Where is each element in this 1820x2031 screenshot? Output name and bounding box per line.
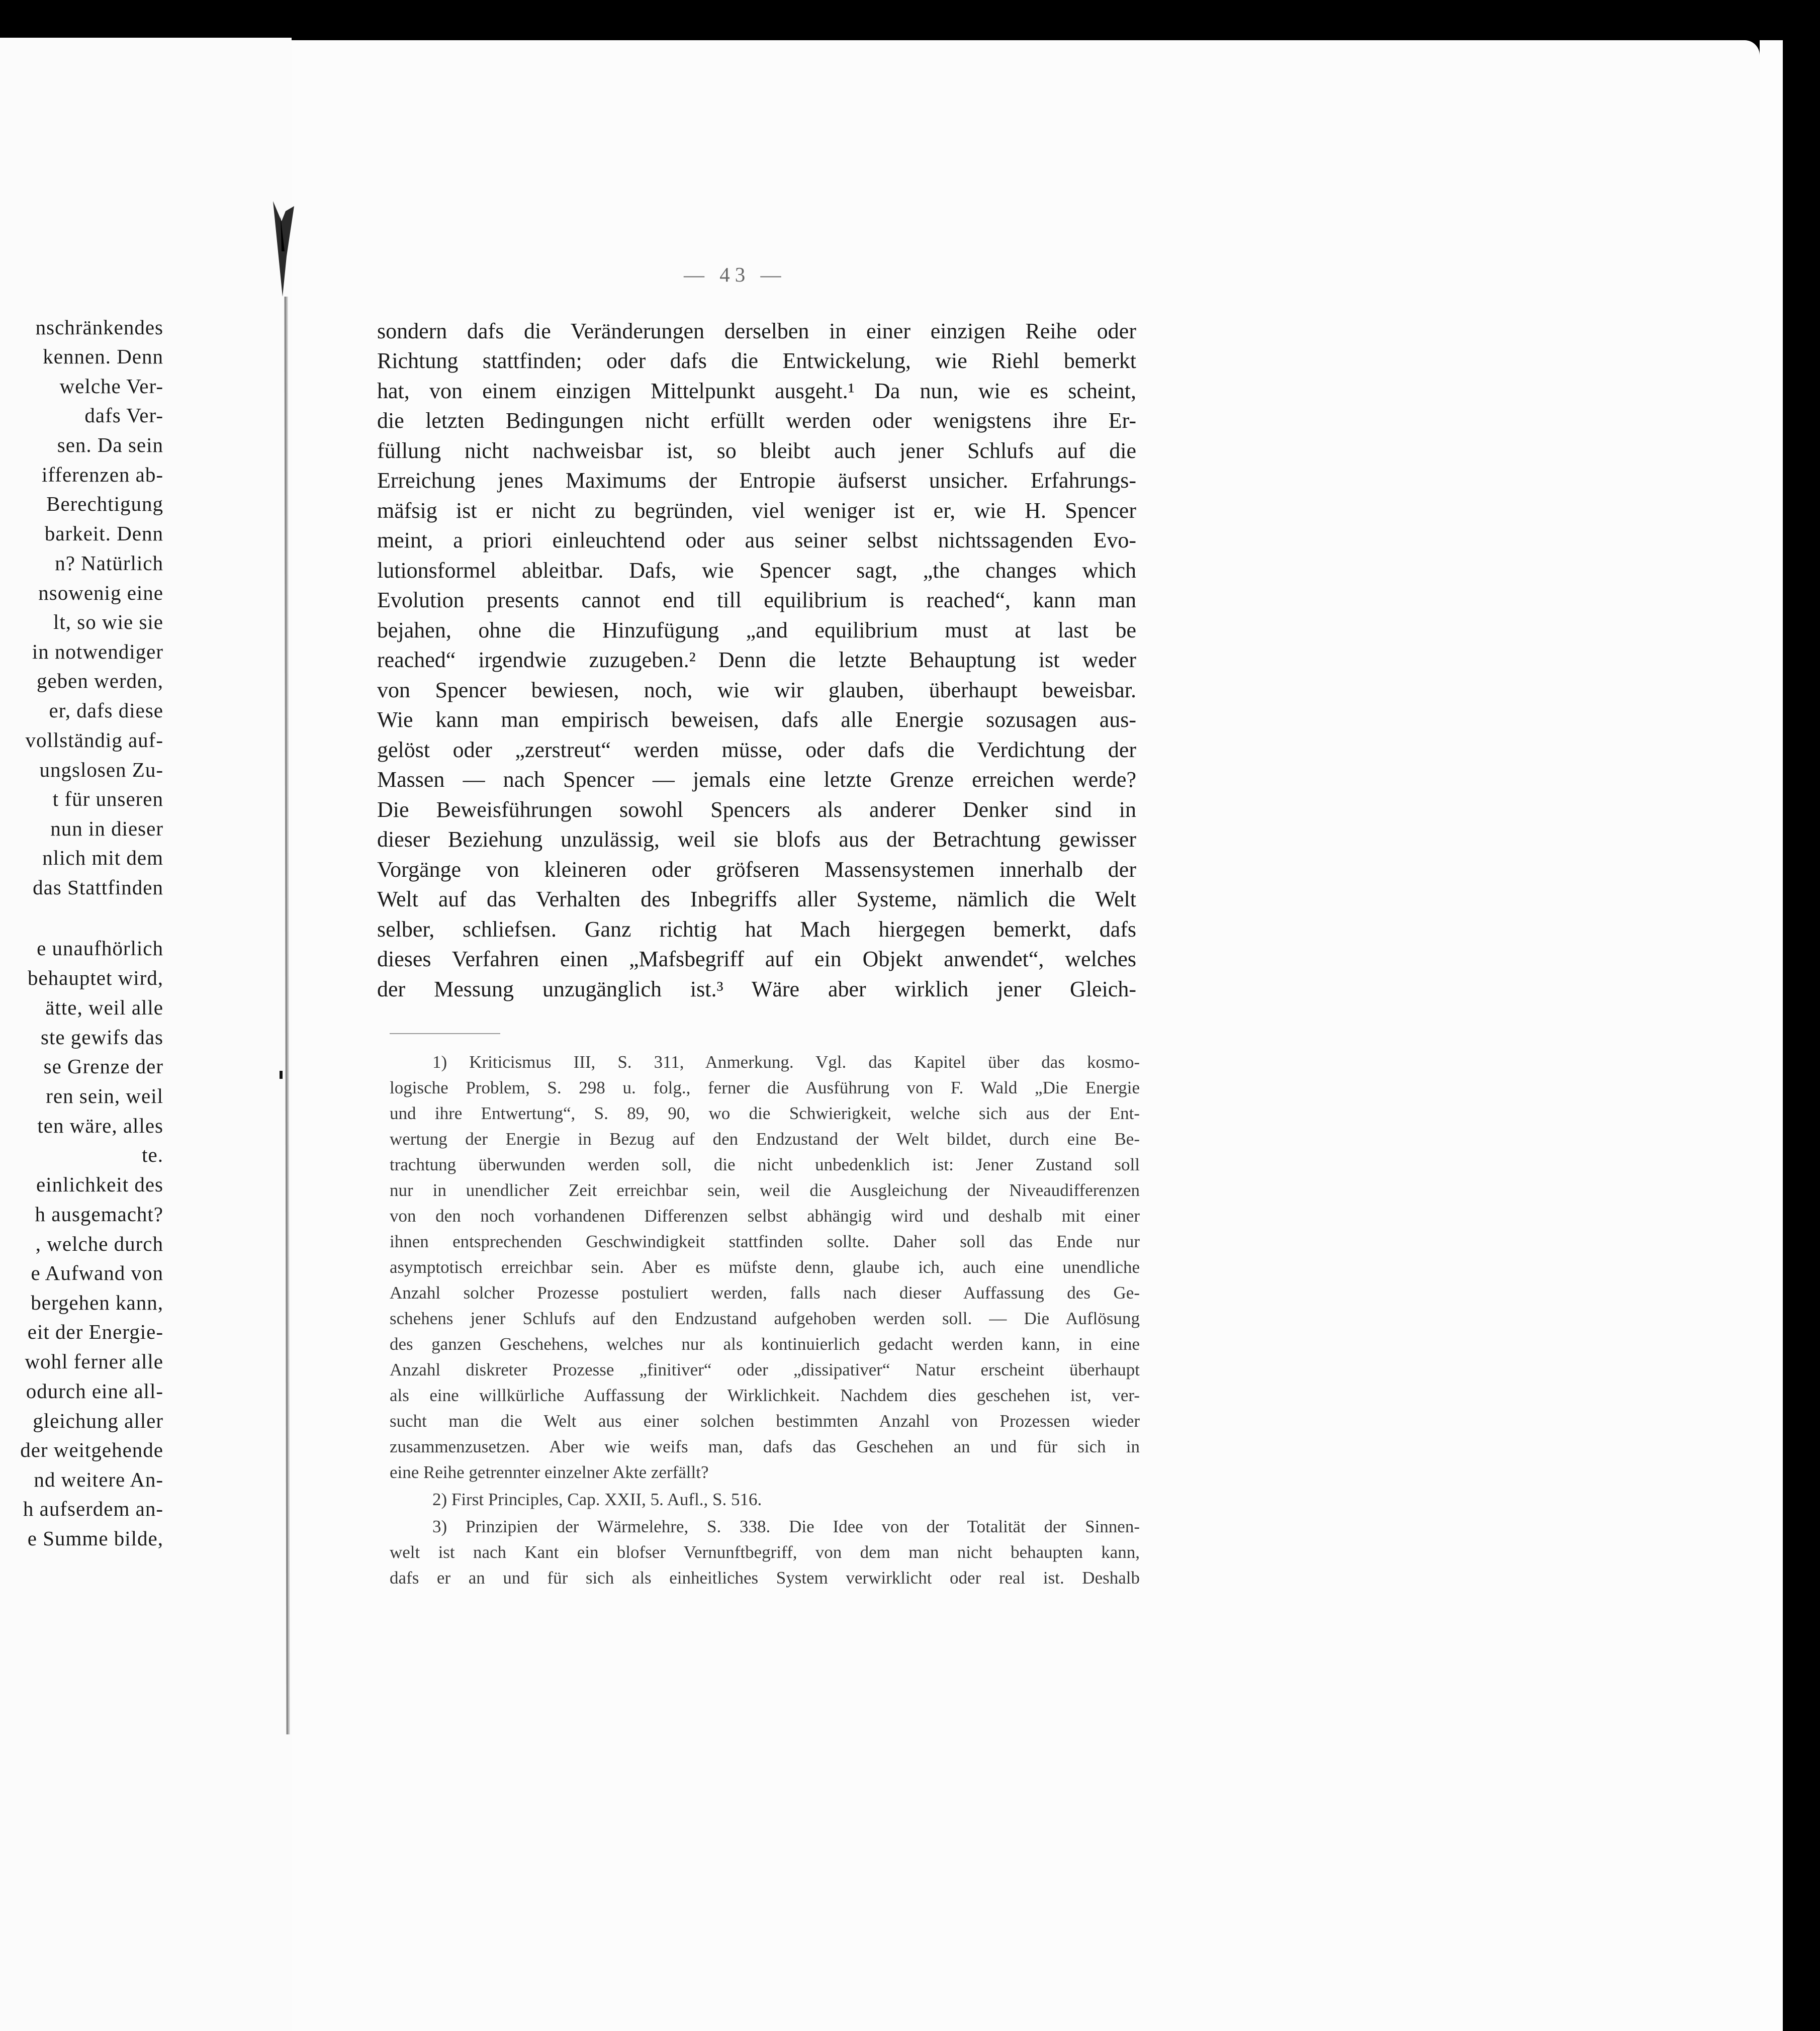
left-page-line: vollständig auf- [25, 728, 163, 752]
footnote-line: Anzahl diskreter Prozesse „finitiver“ oder „dissipativer“ Natur erscheint überhaupt [390, 1360, 1140, 1379]
body-text-line: meint, a priori einleuchtend oder aus seiner selbst nichtssagenden Evo- [377, 528, 1136, 552]
body-text-line: sondern dafs die Veränderungen derselben in einer einzigen Reihe oder [377, 319, 1136, 343]
footnote-line: eine Reihe getrennter einzelner Akte zerfällt? [390, 1462, 709, 1482]
left-page-line: n? Natürlich [55, 551, 163, 575]
footnote-line: schehens jener Schlufs auf den Endzustand aufgehoben werden soll. — Die Auflösung [390, 1309, 1140, 1328]
left-page-line: h aufserdem an- [23, 1497, 163, 1520]
body-text-line: hat, von einem einzigen Mittelpunkt ausgeht.¹ Da nun, wie es scheint, [377, 379, 1136, 403]
left-page [0, 38, 292, 2031]
left-page-line: ätte, weil alle [45, 996, 163, 1019]
body-text-line: Evolution presents cannot end till equilibrium is reached“, kann man [377, 588, 1136, 612]
footnote-line: ihnen entsprechenden Geschwindigkeit stattfinden sollte. Daher soll das Ende nur [390, 1232, 1140, 1251]
left-page-line: e unaufhörlich [37, 937, 163, 960]
left-page-line: welche Ver- [59, 375, 163, 398]
footnote-line: des ganzen Geschehens, welches nur als kontinuierlich gedacht werden kann, in eine [390, 1334, 1140, 1354]
footnote-line: zusammenzusetzen. Aber wie weifs man, dafs das Geschehen an und für sich in [390, 1437, 1140, 1456]
left-page-line: in notwendiger [32, 640, 163, 663]
body-text-line: reached“ irgendwie zuzugeben.² Denn die letzte Behauptung ist weder [377, 648, 1136, 672]
body-text-line: mäfsig ist er nicht zu begründen, viel weniger ist er, wie H. Spencer [377, 498, 1136, 523]
page-number: — 43 — [684, 263, 786, 286]
footnote-separator [390, 1033, 500, 1034]
footnote-line: welt ist nach Kant ein blofser Vernunftbegriff, von dem man nicht behaupten kann, [390, 1542, 1140, 1562]
left-page-line: er, dafs diese [49, 699, 163, 722]
left-page-line: h ausgemacht? [35, 1203, 163, 1226]
left-page-line: barkeit. Denn [44, 522, 163, 545]
footnote-line: 1) Kriticismus III, S. 311, Anmerkung. Vgl. das Kapitel über das kosmo- [432, 1052, 1140, 1072]
left-page-line: gleichung aller [33, 1409, 163, 1432]
left-page-line: kennen. Denn [43, 345, 163, 368]
footnote-line: als eine willkürliche Auffassung der Wirklichkeit. Nachdem dies geschehen ist, ver- [390, 1386, 1140, 1405]
left-page-line: lt, so wie sie [53, 610, 163, 633]
left-page-line: nun in dieser [50, 817, 163, 840]
footnote-line: dafs er an und für sich als einheitliches System verwirklicht oder real ist. Deshalb [390, 1568, 1140, 1588]
footnote-line: wertung der Energie in Bezug auf den Endzustand der Welt bildet, durch eine Be- [390, 1129, 1140, 1149]
page-edge-strip [1760, 40, 1783, 2031]
body-text-line: Welt auf das Verhalten des Inbegriffs aller Systeme, nämlich die Welt [377, 887, 1136, 911]
footnote-line: asymptotisch erreichbar sein. Aber es müfste denn, glaube ich, auch eine unendliche [390, 1257, 1140, 1277]
body-text-line: selber, schliefsen. Ganz richtig hat Mach hiergegen bemerkt, dafs [377, 917, 1136, 942]
body-text-line: Vorgänge von kleineren oder gröfseren Massensystemen innerhalb der [377, 857, 1136, 882]
footnote-line: und ihre Entwertung“, S. 89, 90, wo die Schwierigkeit, welche sich aus der Ent- [390, 1103, 1140, 1123]
footnote-line: 2) First Principles, Cap. XXII, 5. Aufl., S. 516. [432, 1490, 762, 1509]
body-text-line: gelöst oder „zerstreut“ werden müsse, oder dafs die Verdichtung der [377, 737, 1136, 762]
left-page-line: , welche durch [35, 1232, 163, 1255]
body-text-line: der Messung unzugänglich ist.³ Wäre aber wirklich jener Gleich- [377, 977, 1136, 1001]
body-text-line: von Spencer bewiesen, noch, wie wir glauben, überhaupt beweisbar. [377, 678, 1136, 702]
left-page-line: ifferenzen ab- [41, 463, 163, 486]
body-text-line: Massen — nach Spencer — jemals eine letzte Grenze erreichen werde? [377, 767, 1136, 792]
body-text-line: dieser Beziehung unzulässig, weil sie blofs aus der Betrachtung gewisser [377, 827, 1136, 852]
left-page-line: ungslosen Zu- [39, 758, 163, 781]
left-page-line: das Stattfinden [33, 876, 163, 899]
left-page-line: se Grenze der [43, 1055, 163, 1078]
left-page-line: ste gewifs das [40, 1026, 163, 1049]
body-text-line: Richtung stattfinden; oder dafs die Entwickelung, wie Riehl bemerkt [377, 348, 1136, 373]
binding-gutter [271, 196, 297, 1734]
left-page-line: t für unseren [52, 787, 163, 810]
left-page-line: nschränkendes [35, 316, 163, 339]
left-page-line: behauptet wird, [27, 966, 163, 989]
footnote-line: 3) Prinzipien der Wärmelehre, S. 338. Die Idee von der Totalität der Sinnen- [432, 1517, 1140, 1536]
body-text-line: die letzten Bedingungen nicht erfüllt werden oder wenigstens ihre Er- [377, 408, 1136, 433]
left-page-line: e Aufwand von [31, 1261, 163, 1284]
left-page-line: e Summe bilde, [27, 1527, 163, 1550]
left-page-line: sen. Da sein [57, 433, 163, 456]
left-page-line: einlichkeit des [36, 1173, 163, 1196]
left-page-line: ren sein, weil [46, 1084, 163, 1107]
left-page-line: nsowenig eine [38, 581, 163, 604]
left-page-line: nlich mit dem [42, 846, 163, 869]
left-page-line: dafs Ver- [84, 404, 163, 427]
left-page-line: odurch eine all- [26, 1379, 163, 1403]
body-text-line: bejahen, ohne die Hinzufügung „and equilibrium must at last be [377, 618, 1136, 642]
footnote-line: logische Problem, S. 298 u. folg., ferner die Ausführung von F. Wald „Die Energie [390, 1078, 1140, 1097]
body-text-line: Wie kann man empirisch beweisen, dafs alle Energie sozusagen aus- [377, 707, 1136, 732]
left-page-line: nd weitere An- [34, 1468, 163, 1491]
left-page-line: Berechtigung [46, 492, 163, 515]
left-page-line: der weitgehende [20, 1438, 163, 1461]
footnote-line: sucht man die Welt aus einer solchen bestimmten Anzahl von Prozessen wieder [390, 1411, 1140, 1431]
left-page-line: wohl ferner alle [25, 1350, 163, 1373]
left-page-line: eit der Energie- [27, 1320, 163, 1343]
body-text-line: Die Beweisführungen sowohl Spencers als anderer Denker sind in [377, 797, 1136, 822]
left-page-line: ten wäre, alles [37, 1114, 163, 1137]
footnote-line: trachtung überwunden werden soll, die nicht unbedenklich ist: Jener Zustand soll [390, 1155, 1140, 1174]
footnote-line: nur in unendlicher Zeit erreichbar sein, weil die Ausgleichung der Niveaudifferenzen [390, 1180, 1140, 1200]
left-page-line: te. [142, 1143, 163, 1166]
left-page-line: bergehen kann, [31, 1291, 163, 1314]
body-text-line: füllung nicht nachweisbar ist, so bleibt auch jener Schlufs auf die [377, 438, 1136, 463]
body-text-line: lutionsformel ableitbar. Dafs, wie Spencer sagt, „the changes which [377, 558, 1136, 583]
body-text-line: dieses Verfahren einen „Mafsbegriff auf ein Objekt anwendet“, welches [377, 947, 1136, 971]
footnote-line: Anzahl solcher Prozesse postuliert werden, falls nach dieser Auffassung des Ge- [390, 1283, 1140, 1303]
footnote-line: von den noch vorhandenen Differenzen selbst abhängig wird und deshalb mit einer [390, 1206, 1140, 1226]
left-page-line: geben werden, [36, 669, 163, 692]
body-text-line: Erreichung jenes Maximums der Entropie äufserst unsicher. Erfahrungs- [377, 468, 1136, 493]
